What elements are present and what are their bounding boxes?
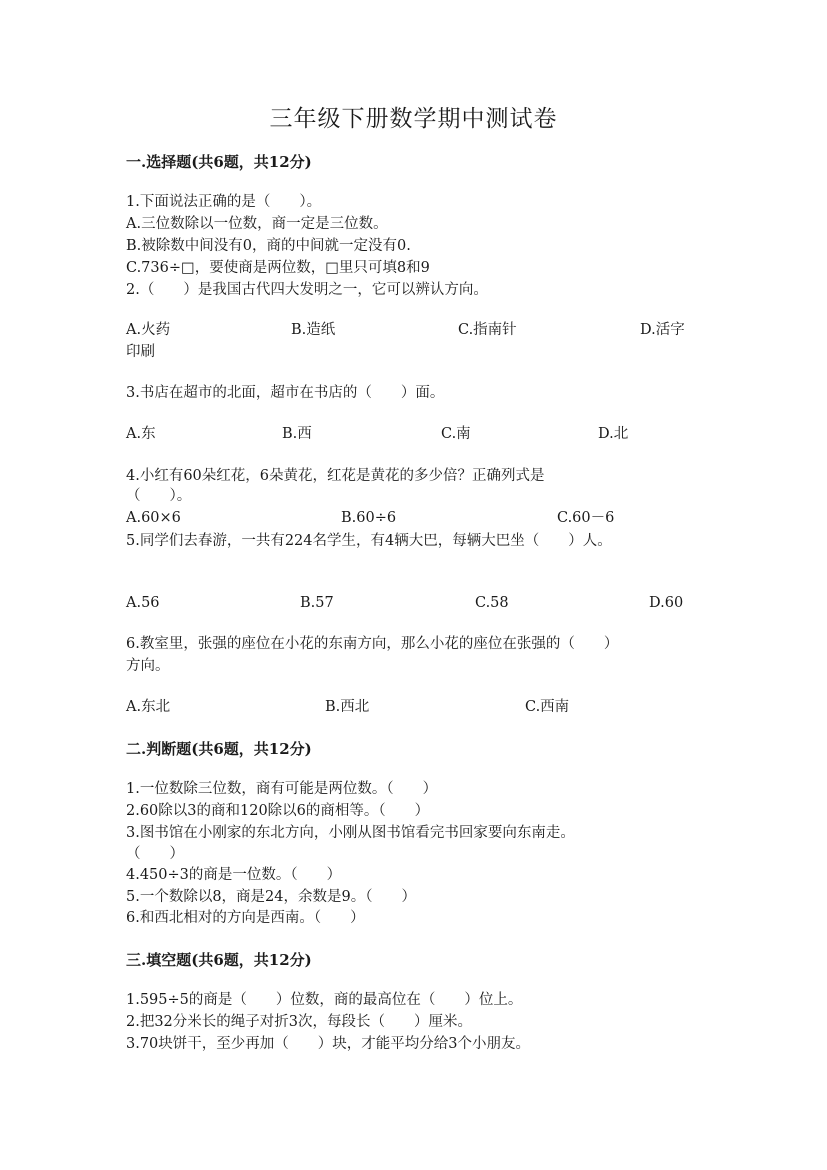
option-a: A.60×6 (126, 510, 181, 526)
option-d: D.活字 (640, 322, 685, 338)
question-item: 5.一个数除以8，商是24，余数是9。（ ） (126, 889, 416, 905)
question-item: 4.450÷3的商是一位数。（ ） (126, 867, 342, 883)
question-stem: 4.小红有60朵红花，6朵黄花，红花是黄花的多少倍？正确列式是 (126, 468, 545, 484)
question-item: 2.把32分米长的绳子对折3次，每段长（ ）厘米。 (126, 1014, 473, 1030)
option-b: B.60÷6 (341, 510, 397, 526)
option-a: A.东北 (126, 699, 171, 715)
option-c: C.指南针 (458, 322, 517, 338)
option-d-continued: 印刷 (126, 344, 155, 360)
option-c: C.60－6 (557, 510, 615, 526)
question-stem: 6.教室里，张强的座位在小花的东南方向，那么小花的座位在张强的（ ） (126, 636, 619, 652)
question-item: 3.图书馆在小刚家的东北方向，小刚从图书馆看完书回家要向东南走。 (126, 825, 575, 841)
question-stem-continued: 方向。 (126, 658, 170, 674)
option-b: B.57 (300, 595, 334, 611)
question-stem: 2.（ ）是我国古代四大发明之一，它可以辨认方向。 (126, 282, 488, 298)
option-c: C.58 (475, 595, 509, 611)
option-d: D.60 (649, 595, 684, 611)
question-item: 1.一位数除三位数，商有可能是两位数。（ ） (126, 781, 438, 797)
question-item: 1.595÷5的商是（ ）位数，商的最高位在（ ）位上。 (126, 992, 523, 1008)
question-stem: 5.同学们去春游，一共有224名学生，有4辆大巴，每辆大巴坐（ ）人。 (126, 533, 612, 549)
question-item: 2.60除以3的商和120除以6的商相等。（ ） (126, 803, 430, 819)
option-b: B.被除数中间没有0，商的中间就一定没有0. (126, 238, 411, 254)
option-c: C.736÷□，要使商是两位数，□里只可填8和9 (126, 260, 430, 276)
section-heading-choice: 一.选择题(共6题，共12分) (126, 153, 312, 171)
page-title: 三年级下册数学期中测试卷 (269, 106, 558, 132)
option-b: B.西北 (325, 699, 370, 715)
question-item: 3.70块饼干，至少再加（ ）块，才能平均分给3个小朋友。 (126, 1036, 531, 1052)
question-stem: 3.书店在超市的北面，超市在书店的（ ）面。 (126, 385, 445, 401)
section-heading-judgement: 二.判断题(共6题，共12分) (126, 740, 312, 758)
option-a: A.东 (126, 426, 156, 442)
question-stem-continued: （ ）。 (126, 488, 192, 504)
question-item: 6.和西北相对的方向是西南。（ ） (126, 910, 365, 926)
option-c: C.西南 (525, 699, 570, 715)
option-b: B.西 (282, 426, 312, 442)
section-heading-fill-blank: 三.填空题(共6题，共12分) (126, 951, 312, 969)
option-c: C.南 (441, 426, 471, 442)
option-a: A.三位数除以一位数，商一定是三位数。 (126, 216, 388, 232)
option-a: A.火药 (126, 322, 171, 338)
question-stem: 1.下面说法正确的是（ ）。 (126, 194, 322, 210)
option-a: A.56 (126, 595, 160, 611)
option-d: D.北 (598, 426, 629, 442)
option-b: B.造纸 (291, 322, 336, 338)
question-item-continued: （ ） (126, 846, 184, 862)
